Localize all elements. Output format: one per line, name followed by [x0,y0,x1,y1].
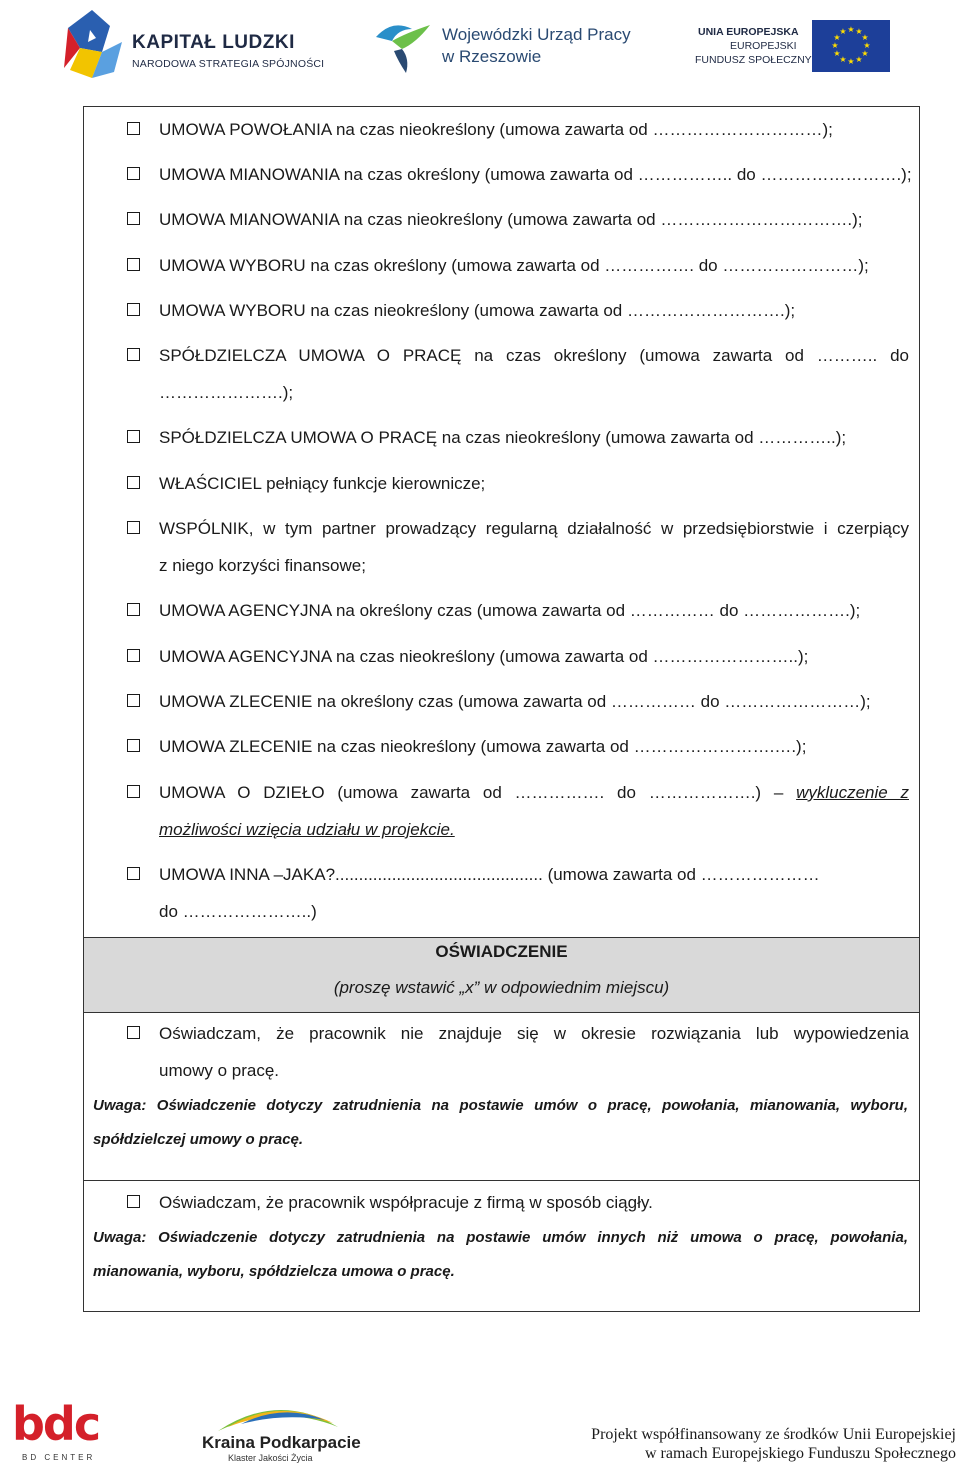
svg-text:★: ★ [833,33,841,42]
option-continuation: do …………………..) [159,902,317,921]
checkbox[interactable] [127,649,140,662]
checkbox[interactable] [127,1195,140,1208]
svg-text:★: ★ [855,55,863,64]
option-label: UMOWA AGENCYJNA na określony czas (umowa zawarta od …………… do ……………….); [159,601,861,620]
bdc-logo-text: bdc [12,1397,100,1451]
kapital-ludzki-emblem-icon [62,8,126,83]
kapital-ludzki-logo [62,8,332,83]
project-funding-line1: Projekt współfinansowany ze środków Unii Europejskiej [591,1426,956,1443]
wup-name-line1: Wojewódzki Urząd Pracy [442,25,631,44]
eu-logo-line1: UNIA EUROPEJSKA [698,26,799,38]
checkbox[interactable] [127,348,140,361]
checkbox[interactable] [127,694,140,707]
wup-rzeszow-logo [372,15,642,80]
checkbox[interactable] [127,867,140,880]
kapital-ludzki-subtitle: NARODOWA STRATEGIA SPÓJNOŚCI [132,58,325,70]
eu-logo-line3: FUNDUSZ SPOŁECZNY [695,54,812,66]
checkbox[interactable] [127,521,140,534]
eu-logo [690,18,900,78]
svg-text:★: ★ [861,33,869,42]
checkbox[interactable] [127,1026,140,1039]
declaration-instruction: (proszę wstawić „x” w odpowiednim miejscu) [333,978,670,997]
exclusion-note-continuation: możliwości wzięcia udziału w projekcie. [159,820,455,839]
option-continuation: ………………….); [159,383,294,402]
project-funding-note [556,1425,956,1463]
checkbox[interactable] [127,739,140,752]
option-label: UMOWA MIANOWANIA na czas określony (umowa zawarta od …………….. do …………………….); [159,165,912,184]
kraina-subtitle: Klaster Jakości Życia [228,1453,313,1463]
svg-text:★: ★ [863,41,871,50]
option-label: UMOWA ZLECENIE na czas nieokreślony (umowa zawarta od …………………….….); [159,737,807,756]
option-label: SPÓŁDZIELCZA UMOWA O PRACĘ na czas określony (umowa zawarta od ……….. do [159,346,909,365]
exclusion-note: wykluczenie z [796,783,909,802]
svg-text:★: ★ [839,55,847,64]
bdc-center-logo [10,1395,120,1467]
option-label: UMOWA MIANOWANIA na czas nieokreślony (umowa zawarta od …………………………….); [159,210,863,229]
declaration-header [84,937,919,1013]
option-label: UMOWA ZLECENIE na określony czas (umowa zawarta od …………… do ……………………); [159,692,871,711]
note-1-line1: Uwaga: Oświadczenie dotyczy zatrudnienia na postawie umów o pracę, powołania, mianowania, wyboru, [93,1097,908,1114]
option-label: SPÓŁDZIELCZA UMOWA O PRACĘ na czas nieokreślony (umowa zawarta od …………..); [159,428,847,447]
checkbox[interactable] [127,212,140,225]
svg-text:★: ★ [847,25,855,34]
option-label: UMOWA INNA –JAKA?............................................ (umowa zawarta od ………………… [159,865,820,884]
checkbox[interactable] [127,258,140,271]
option-label: UMOWA WYBORU na czas określony (umowa zawarta od ……………. do ……………………); [159,256,869,275]
option-label: UMOWA POWOŁANIA na czas nieokreślony (umowa zawarta od …………………………); [159,120,833,139]
declaration-title: OŚWIADCZENIE [435,942,568,961]
eu-flag-icon [812,20,890,72]
option-label [159,783,909,802]
wup-name-line2: w Rzeszowie [442,47,542,66]
option-label: WŁAŚCICIEL pełniący funkcje kierownicze; [159,474,486,493]
option-continuation: z niego korzyści finansowe; [159,556,366,575]
checkbox[interactable] [127,476,140,489]
statement-label: Oświadczam, że pracownik współpracuje z firmą w sposób ciągły. [159,1193,653,1212]
checkbox[interactable] [127,430,140,443]
checkbox[interactable] [127,303,140,316]
svg-text:★: ★ [847,57,855,66]
svg-text:★: ★ [855,27,863,36]
checkbox[interactable] [127,122,140,135]
statement-continuation: umowy o pracę. [159,1061,279,1080]
checkbox[interactable] [127,167,140,180]
svg-text:★: ★ [839,27,847,36]
statement-label: Oświadczam, że pracownik nie znajduje się w okresie rozwiązania lub wypowiedzenia [159,1024,909,1043]
svg-text:★: ★ [831,41,839,50]
svg-text:★: ★ [861,49,869,58]
note-2-line2: mianowania, wyboru, spółdzielcza umowa o pracę. [93,1263,455,1280]
section-divider [83,1180,920,1181]
project-funding-line2: w ramach Europejskiego Funduszu Społecznego [644,1445,956,1462]
checkbox[interactable] [127,785,140,798]
kraina-podkarpacie-logo [198,1395,361,1467]
wup-bird-icon [372,15,436,75]
note-1-line2: spółdzielczej umowy o pracę. [93,1131,304,1148]
kapital-ludzki-title: KAPITAŁ LUDZKI [132,32,295,53]
option-label: UMOWA AGENCYJNA na czas nieokreślony (umowa zawarta od ……………………..); [159,647,809,666]
option-label-main: UMOWA O DZIEŁO (umowa zawarta od ……………. do ……………….) – [159,783,784,802]
eu-logo-line2: EUROPEJSKI [730,40,797,52]
kraina-title: Kraina Podkarpacie [202,1433,361,1452]
svg-text:★: ★ [833,49,841,58]
bdc-logo-subtitle: BD CENTER [22,1453,96,1462]
note-2-line1: Uwaga: Oświadczenie dotyczy zatrudnienia na postawie umów innych niż umowa o pracę, powołania, [93,1229,908,1246]
option-label: UMOWA WYBORU na czas nieokreślony (umowa zawarta od ……………………….); [159,301,796,320]
kraina-arc-icon [213,1397,343,1433]
page-header [0,0,960,100]
option-label: WSPÓLNIK, w tym partner prowadzący regularną działalność w przedsiębiorstwie i czerpiący [159,519,909,538]
checkbox[interactable] [127,603,140,616]
